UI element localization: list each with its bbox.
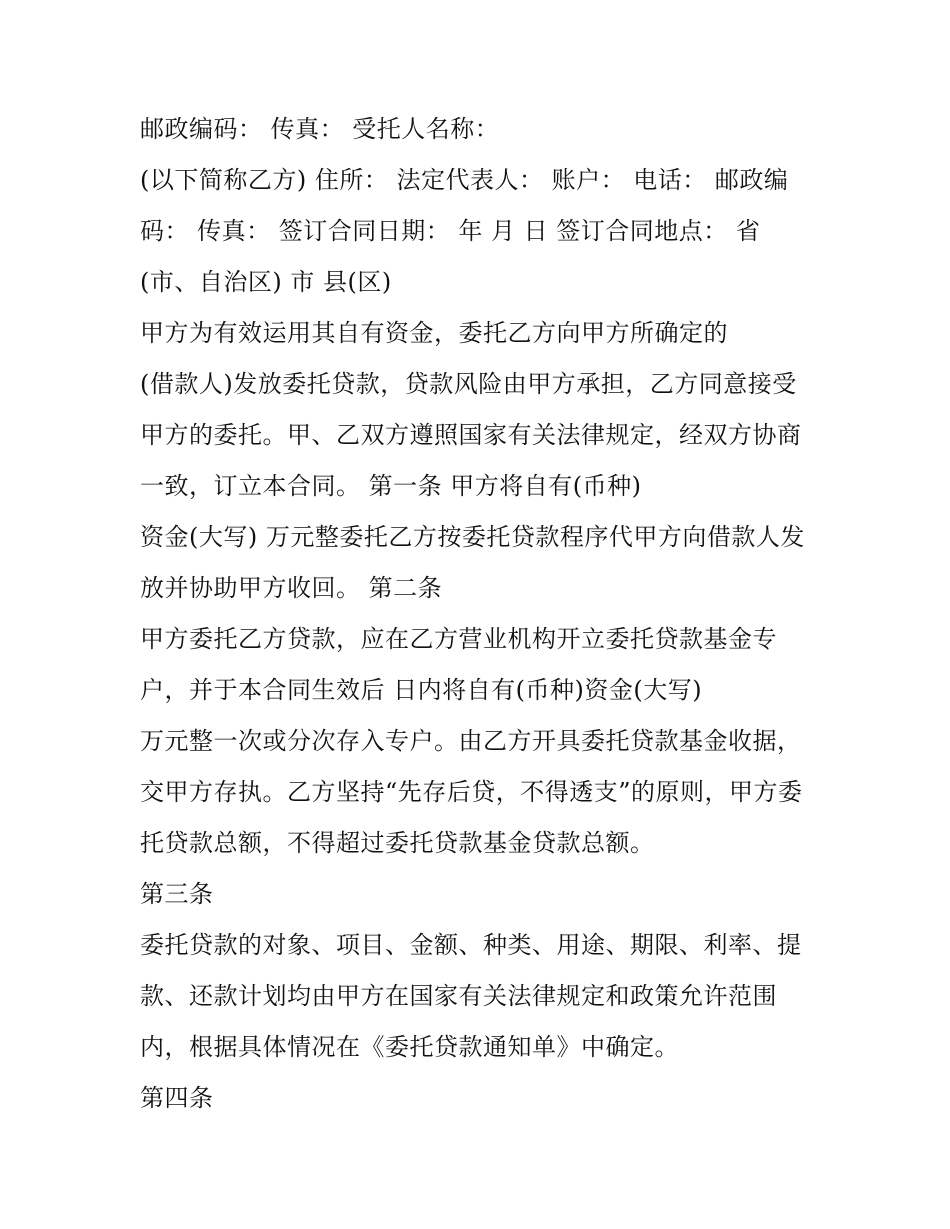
text-line: (市、自治区) 市 县(区) [140,268,392,296]
text-line: 码： 传真： 签订合同日期： 年 月 日 签订合同地点： 省 [140,217,761,245]
text-line: 委托贷款的对象、项目、金额、种类、用途、期限、利率、提 [140,931,802,959]
text-line: (借款人)发放委托贷款，贷款风险由甲方承担，乙方同意接受 [140,370,797,398]
text-line: 户，并于本合同生效后 日内将自有(币种)资金(大写) [140,676,703,704]
text-line: (以下简称乙方) 住所： 法定代表人： 账户： 电话： 邮政编 [140,166,789,194]
text-line: 交甲方存执。乙方坚持“先存后贷，不得透支”的原则，甲方委 [140,778,803,806]
text-line: 甲方委托乙方贷款，应在乙方营业机构开立委托贷款基金专 [140,625,777,653]
text-line: 托贷款总额，不得超过委托贷款基金贷款总额。 [140,829,655,857]
text-line: 邮政编码： 传真： 受托人名称： [140,115,500,143]
text-line: 内，根据具体情况在《委托贷款通知单》中确定。 [140,1033,679,1061]
section-heading-article-4: 第四条 [140,1084,214,1112]
text-line: 资金(大写) 万元整委托乙方按委托贷款程序代甲方向借款人发 [140,523,805,551]
section-heading-article-3: 第三条 [140,880,214,908]
contract-text-body [140,104,820,1124]
text-line: 款、还款计划均由甲方在国家有关法律规定和政策允许范围 [140,982,777,1010]
text-line: 放并协助甲方收回。 第二条 [140,574,443,602]
text-line: 万元整一次或分次存入专户。由乙方开具委托贷款基金收据， [140,727,802,755]
text-line: 一致，订立本合同。 第一条 甲方将自有(币种) [140,472,642,500]
text-line: 甲方的委托。甲、乙双方遵照国家有关法律规定，经双方协商 [140,421,802,449]
text-line: 甲方为有效运用其自有资金，委托乙方向甲方所确定的 [140,319,728,347]
